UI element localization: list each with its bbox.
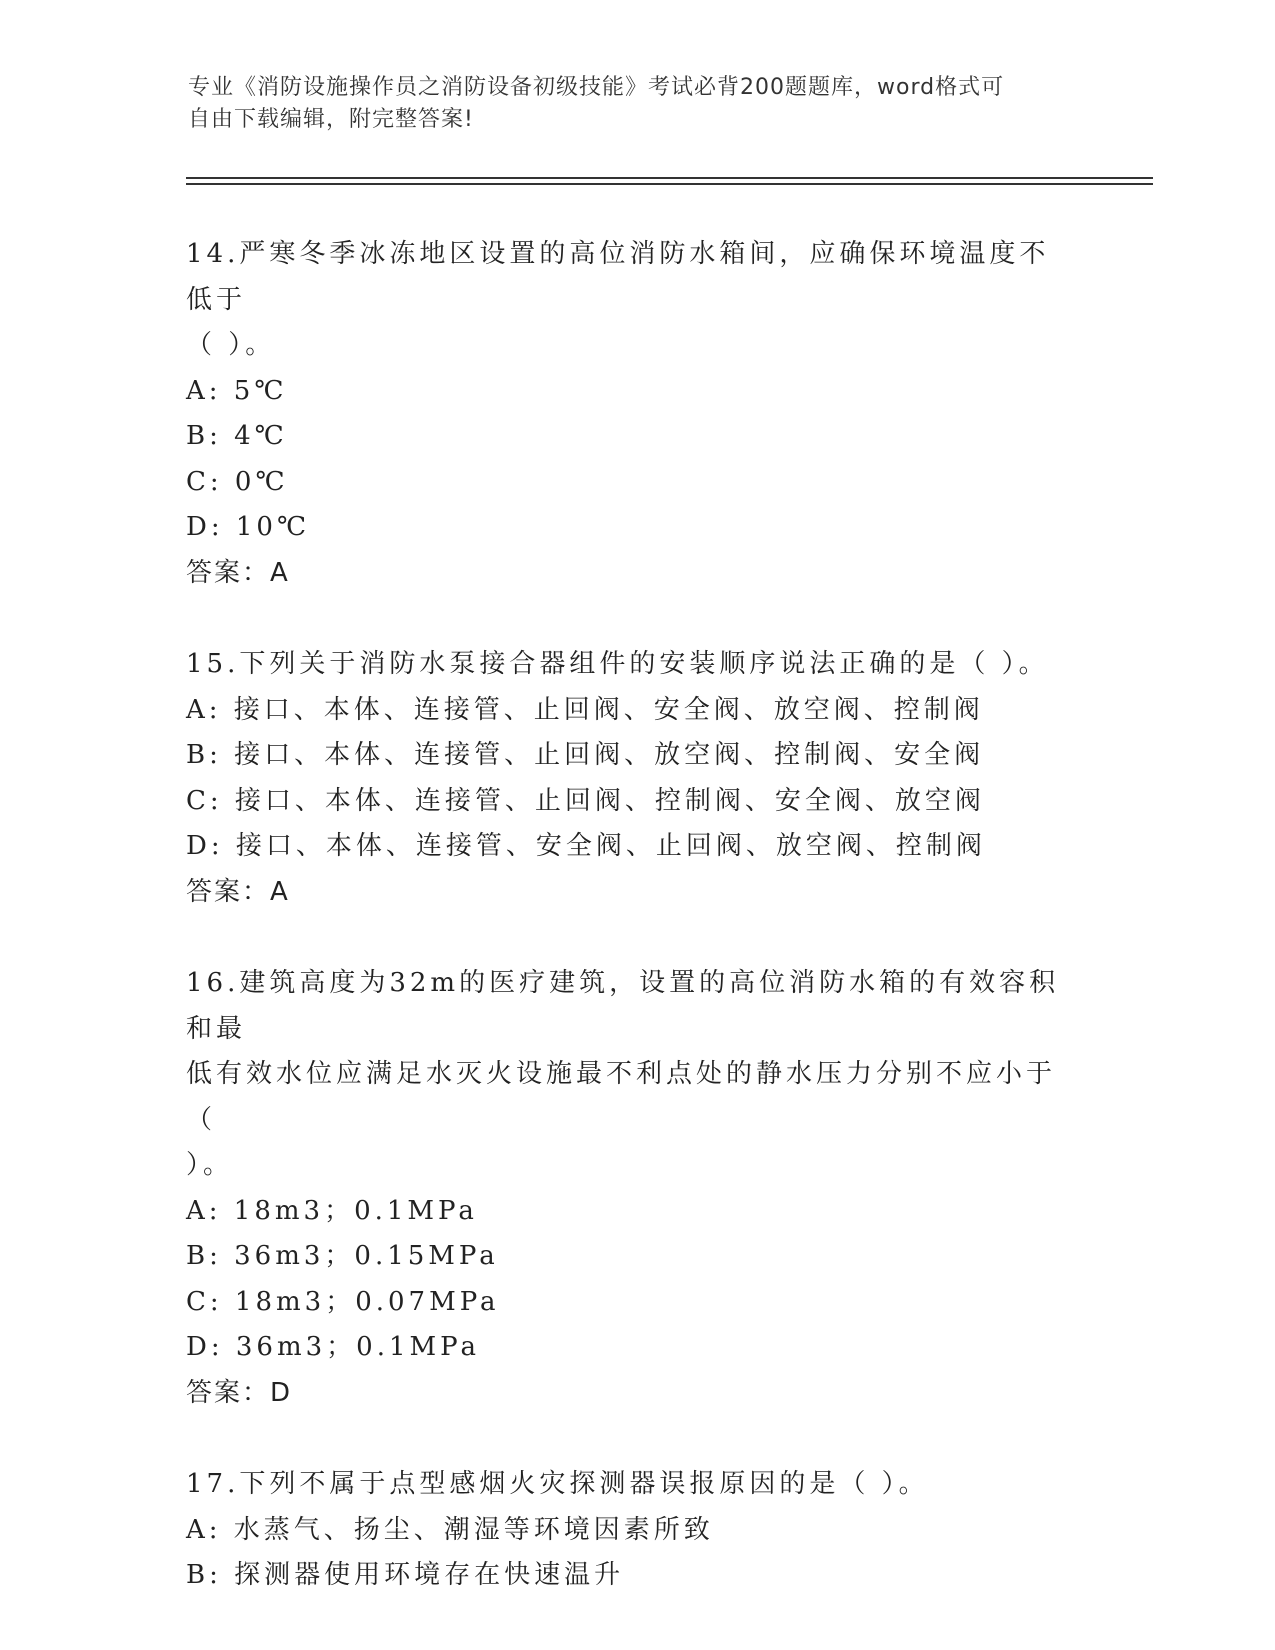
answer: 答案：A [186,557,290,588]
question-list [186,232,1086,1645]
option-b: B: 接口、本体、连接管、止回阀、放空阀、控制阀、安全阀 [186,740,985,770]
option-d: D: 36m3；0.1MPa [186,1332,480,1362]
question-stem: 14.严寒冬季冰冻地区设置的高位消防水箱间，应确保环境温度不低于 [186,239,1050,315]
option-c: C: 0℃ [186,466,289,497]
question-stem: ）。 [186,1150,234,1180]
option-c: C: 18m3；0.07MPa [186,1286,500,1317]
question-15 [186,642,1086,915]
option-b: B: 探测器使用环境存在快速温升 [186,1560,625,1590]
option-b: B: 36m3；0.15MPa [186,1241,499,1271]
question-stem: 16.建筑高度为32m的医疗建筑，设置的高位消防水箱的有效容积和最 [186,968,1060,1044]
option-a: A: 18m3；0.1MPa [186,1195,478,1226]
question-stem: （ ）。 [186,330,276,360]
question-16 [186,961,1086,1416]
option-d: D: 接口、本体、连接管、安全阀、止回阀、放空阀、控制阀 [186,831,986,861]
question-14 [186,232,1086,596]
option-c: C: 接口、本体、连接管、止回阀、控制阀、安全阀、放空阀 [186,785,985,816]
option-d: D: 10℃ [186,512,311,542]
header-line-1: 专业《消防设施操作员之消防设备初级技能》考试必背200题题库，word格式可 [188,75,1005,100]
document-header [188,72,1068,136]
answer: 答案：A [186,876,290,907]
option-b: B: 4℃ [186,421,288,451]
option-a: A: 5℃ [186,375,288,406]
question-stem: 15.下列关于消防水泵接合器组件的安装顺序说法正确的是（ ）。 [186,649,1049,679]
header-divider-top [186,177,1153,179]
option-a: A: 水蒸气、扬尘、潮湿等环境因素所致 [186,1514,714,1545]
question-stem: 17.下列不属于点型感烟火灾探测器误报原因的是（ ）。 [186,1469,929,1499]
question-stem: 低有效水位应满足水灭火设施最不利点处的静水压力分别不应小于（ [186,1059,1057,1135]
question-17 [186,1462,1086,1599]
answer: 答案：D [186,1377,293,1408]
header-divider-bottom [186,183,1153,185]
option-a: A: 接口、本体、连接管、止回阀、安全阀、放空阀、控制阀 [186,694,984,725]
header-line-2: 自由下载编辑，附完整答案! [188,107,474,132]
